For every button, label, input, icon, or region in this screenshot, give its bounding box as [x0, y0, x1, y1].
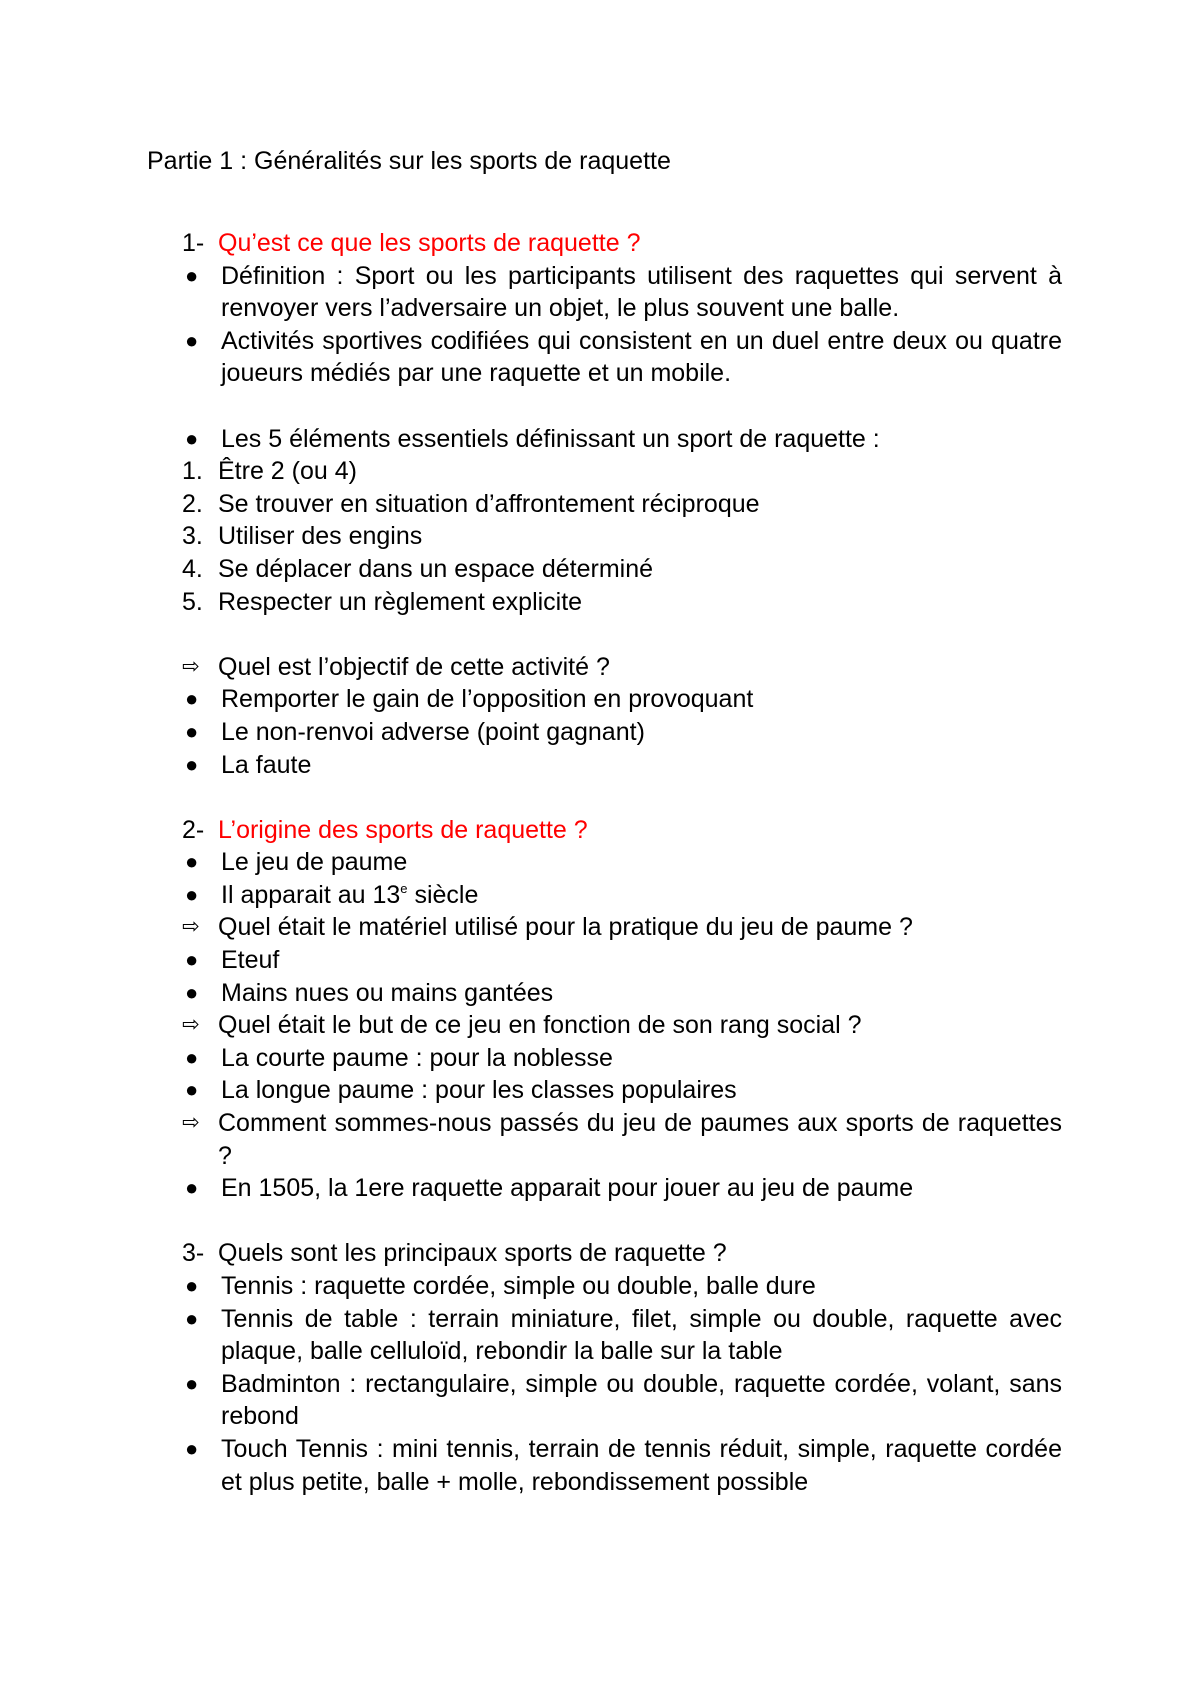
bullet-icon: ●: [185, 881, 199, 907]
item-text: Être 2 (ou 4): [218, 457, 357, 486]
list-item: [182, 977, 1062, 1010]
list-item: [182, 1368, 1062, 1433]
item-text: Badminton : rectangulaire, simple ou double, raquette cordée, volant, sans rebond: [221, 1369, 1062, 1431]
bullet-icon: ●: [185, 425, 199, 451]
bullet-icon: ●: [185, 686, 199, 712]
bullet-icon: ●: [185, 262, 199, 288]
bullet-icon: ●: [185, 1370, 199, 1396]
bullet-icon: ●: [185, 1435, 199, 1461]
document-body: [182, 227, 1062, 1498]
spacer: [182, 390, 1062, 423]
numbered-item: [182, 488, 1062, 521]
list-item: [182, 325, 1062, 390]
question-item: [182, 911, 1062, 944]
item-text: En 1505, la 1ere raquette apparait pour jouer au jeu de paume: [221, 1174, 914, 1203]
bullet-icon: ●: [185, 1305, 199, 1331]
arrow-icon: ⇨: [182, 1111, 200, 1135]
item-number: 4.: [182, 554, 203, 583]
item-text: La courte paume : pour la noblesse: [221, 1043, 613, 1072]
section-heading: L’origine des sports de raquette ?: [218, 815, 588, 844]
section-number: 1-: [182, 229, 205, 257]
arrow-icon: ⇨: [182, 915, 200, 939]
item-text: Mains nues ou mains gantées: [221, 978, 554, 1007]
list-item: [182, 1172, 1062, 1205]
item-number: 2.: [182, 489, 203, 518]
list-item: [182, 260, 1062, 325]
definition-text: Définition : Sport ou les participants utilisent des raquettes qui servent à renvoyer vers l’adversaire un objet, le plus souvent une balle.: [221, 261, 1062, 323]
question-text: Quel était le matériel utilisé pour la pratique du jeu de paume ?: [218, 913, 913, 942]
item-text: Remporter le gain de l’opposition en provoquant: [221, 685, 754, 714]
bullet-icon: ●: [185, 751, 199, 777]
page-title: Partie 1 : Généralités sur les sports de raquette: [147, 147, 671, 175]
list-item: [182, 879, 1062, 912]
section-2-heading: [182, 814, 1062, 847]
section-number: 3-: [182, 1239, 205, 1268]
item-text: Touch Tennis : mini tennis, terrain de tennis réduit, simple, raquette cordée et plus petite, balle + molle, rebondissement possible: [221, 1434, 1062, 1496]
item-text: Le jeu de paume: [221, 848, 408, 877]
list-item: [182, 749, 1062, 782]
elements-intro: Les 5 éléments essentiels définissant un sport de raquette :: [221, 424, 880, 453]
list-item: [182, 944, 1062, 977]
item-text: Tennis de table : terrain miniature, filet, simple ou double, raquette avec plaque, balle celluloïd, rebondir la balle sur la table: [221, 1304, 1062, 1366]
item-text: Eteuf: [221, 946, 280, 975]
spacer: [182, 618, 1062, 651]
section-heading: Quels sont les principaux sports de raquette ?: [218, 1239, 727, 1268]
list-item: [182, 1270, 1062, 1303]
numbered-item: [182, 520, 1062, 553]
item-text: [221, 879, 1062, 912]
bullet-icon: ●: [185, 849, 199, 875]
list-item: [182, 1303, 1062, 1368]
numbered-item: [182, 553, 1062, 586]
bullet-icon: ●: [185, 979, 199, 1005]
numbered-item: [182, 586, 1062, 619]
arrow-icon: ⇨: [182, 654, 200, 678]
question-text: Comment sommes-nous passés du jeu de paumes aux sports de raquettes ?: [218, 1109, 1062, 1170]
spacer: [182, 1205, 1062, 1238]
item-text: Respecter un règlement explicite: [218, 587, 583, 616]
item-number: 3.: [182, 522, 203, 551]
bullet-icon: ●: [185, 1077, 199, 1103]
bullet-icon: ●: [185, 718, 199, 744]
question-item: [182, 651, 1062, 684]
list-item: [182, 1074, 1062, 1107]
list-item: [182, 1433, 1062, 1498]
century-text-end: siècle: [407, 880, 479, 909]
numbered-item: [182, 455, 1062, 488]
list-item: [182, 423, 1062, 456]
item-text: Utiliser des engins: [218, 522, 423, 551]
section-3-heading: [182, 1237, 1062, 1270]
section-number: 2-: [182, 815, 205, 844]
item-text: Tennis : raquette cordée, simple ou double, balle dure: [221, 1272, 816, 1300]
item-number: 5.: [182, 587, 203, 616]
bullet-icon: ●: [185, 1273, 199, 1298]
superscript: e: [400, 880, 408, 896]
list-item: [182, 1042, 1062, 1075]
item-text: Se trouver en situation d’affrontement réciproque: [218, 489, 760, 518]
item-text: La longue paume : pour les classes populaires: [221, 1076, 737, 1105]
section-1-heading: [182, 227, 1062, 260]
bullet-icon: ●: [185, 1044, 199, 1070]
section-heading: Qu’est ce que les sports de raquette ?: [218, 229, 641, 257]
question-text: Quel est l’objectif de cette activité ?: [218, 652, 610, 681]
bullet-icon: ●: [185, 327, 199, 353]
question-item: [182, 1107, 1062, 1172]
century-text: Il apparait au 13: [221, 880, 401, 909]
list-item: [182, 716, 1062, 749]
bullet-icon: ●: [185, 947, 199, 973]
question-text: Quel était le but de ce jeu en fonction de son rang social ?: [218, 1011, 862, 1040]
list-item: [182, 683, 1062, 716]
activities-text: Activités sportives codifiées qui consistent en un duel entre deux ou quatre joueurs médiés par une raquette et un mobile.: [221, 326, 1062, 388]
list-item: [182, 846, 1062, 879]
question-item: [182, 1009, 1062, 1042]
item-number: 1.: [182, 457, 203, 486]
item-text: Le non-renvoi adverse (point gagnant): [221, 717, 645, 746]
arrow-icon: ⇨: [182, 1013, 200, 1037]
spacer: [182, 781, 1062, 814]
item-text: La faute: [221, 750, 312, 779]
item-text: Se déplacer dans un espace déterminé: [218, 554, 654, 583]
bullet-icon: ●: [185, 1175, 199, 1201]
